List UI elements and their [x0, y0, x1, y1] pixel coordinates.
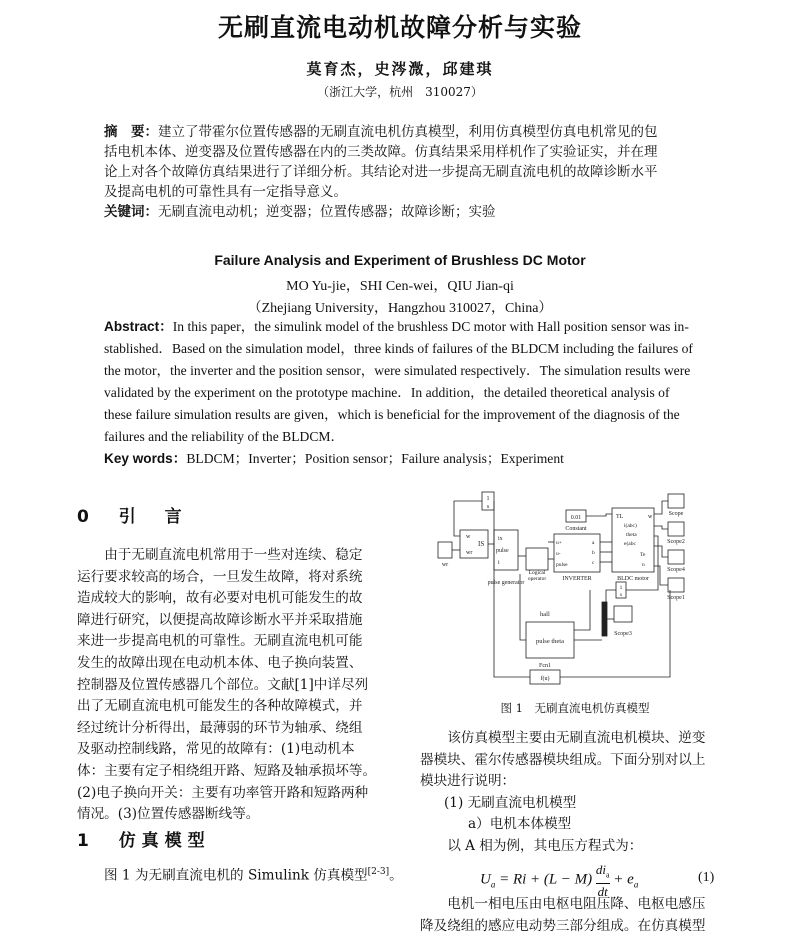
text-line: 降及绕组的感应电动势三部分组成。在仿真模型 — [420, 917, 706, 934]
block-label: c — [592, 560, 595, 566]
text-line: 情况。(3)位置传感器断线等。 — [77, 806, 260, 823]
block-label: 1 — [486, 496, 490, 502]
section-number: 1 — [77, 831, 95, 851]
eq-mid: = Ri + (L − M) — [495, 871, 593, 888]
text-line: 由于无刷直流电机常用于一些对连续、稳定 — [104, 547, 363, 563]
wire — [606, 590, 616, 602]
block-label: a — [592, 540, 595, 546]
wire — [454, 501, 482, 536]
block-label: Fcn1 — [539, 663, 551, 669]
block-label: Scope3 — [614, 631, 632, 637]
section-1-heading — [77, 826, 211, 851]
block-label: hall — [540, 611, 550, 618]
keywords-en: BLDCM；Inverter；Position sensor；Failure analysis；Experiment — [186, 451, 564, 466]
block-label: pulse — [496, 548, 509, 554]
abstract-en-label: Abstract： — [104, 319, 173, 334]
simulink-diagram — [430, 490, 700, 695]
block-label: operator — [527, 576, 547, 582]
wire — [654, 566, 668, 585]
block-label: wr — [441, 562, 449, 568]
abstract-en — [104, 316, 701, 470]
block-label: Constant — [565, 526, 587, 532]
affiliation-cn: （浙江大学，杭州 310027） — [317, 85, 483, 99]
section-title: 仿真模型 — [118, 831, 211, 851]
title-en: Failure Analysis and Experiment of Brushless DC Motor — [214, 252, 586, 268]
keywords-cn-label: 关键词： — [104, 204, 158, 220]
block-label: b — [592, 550, 595, 556]
block-label: u- — [556, 551, 561, 557]
equation-number: (1) — [698, 870, 715, 885]
text-line: 该仿真模型主要由无刷直流电机模块、逆变 — [447, 730, 706, 746]
block-label: i(abc) — [624, 523, 637, 529]
wire — [586, 514, 612, 516]
eq-den: dt — [597, 883, 608, 899]
wire — [654, 526, 668, 529]
block-label: e(abc — [624, 541, 636, 547]
scope3-block — [614, 606, 632, 622]
authors-cn: 莫育杰，史涔溦，邱建琪 — [306, 60, 494, 78]
block-label: f(u) — [540, 676, 550, 682]
eq-lhs: U — [480, 871, 491, 888]
block-label: INVERTER — [562, 576, 592, 582]
keywords-cn: 无刷直流电动机；逆变器；位置传感器；故障诊断；实验 — [158, 204, 496, 220]
mux-block — [602, 602, 607, 636]
block-label: pulse theta — [536, 638, 564, 645]
eq-sub: a — [490, 879, 496, 890]
text-line: 造成较大的影响，故有必要对电机可能发生的故 — [77, 590, 363, 607]
block-label: 1 — [619, 585, 623, 591]
section-title: 引 言 — [118, 507, 188, 527]
block-label: n — [642, 562, 645, 568]
text-line: 运行要求较高的场合，一旦发生故障，将对系统 — [77, 568, 363, 585]
text-line: 及驱动控制线路，常见的故障有：(1)电动机本 — [77, 741, 355, 758]
abstract-cn-line: 括电机本体、逆变器及位置传感器在内的三类故障。仿真结果采用样机作了实验证实，并在理 — [104, 144, 658, 160]
eq-sub: a — [633, 879, 639, 890]
list-item: a）电机本体模型 — [468, 816, 572, 833]
abstract-en-line: failures and the reliability of the BLDCM． — [104, 429, 345, 444]
block-label: 0.01 — [570, 515, 582, 521]
section-number: 0 — [77, 507, 95, 527]
abstract-en-line: validated by the experiment on the prototype machine．In addition，the detailed theoretical analysis of — [104, 385, 670, 400]
text-line: 模块进行说明： — [420, 773, 516, 790]
block-label: IS — [478, 540, 485, 548]
text-line: 电机一相电压由电枢电阻压降、电枢电感压 — [447, 896, 706, 912]
block-label: pulse generator — [487, 580, 525, 586]
abstract-en-line: stablished．Based on the simulation model，three kinds of failures of the BLDCM including the failures of — [104, 341, 693, 356]
abstract-en-line: the motor，the inverter and the position sensor，were simulated respectively．The simulation results were — [104, 363, 691, 378]
text-line: 体：主要有定子相绕组开路、短路及轴承损坏等。 — [77, 762, 377, 779]
text-line: 器模块、霍尔传感器模块组成。下面分别对以上 — [420, 751, 706, 768]
eq-num: di — [595, 862, 606, 877]
eq-tail: + e — [609, 871, 634, 888]
block-label: w — [648, 514, 653, 520]
citation: [2-3] — [367, 867, 390, 877]
section-1-text — [104, 862, 404, 887]
block-label: BLDC motor — [617, 576, 649, 582]
text-line: 发生的故障出现在电动机本体、电子换向装置、 — [77, 654, 363, 671]
wire — [494, 501, 530, 677]
text-line-end: 。 — [389, 867, 403, 884]
text-line: 出了无刷直流电机可能发生的各种故障模式，并 — [77, 698, 363, 715]
text-line: 障进行研究，以便提高故障诊断水平并采取措施 — [77, 611, 363, 628]
block-label: Te — [640, 552, 646, 558]
text-line: 控制器及位置传感器几个部位。文献[1]中详尽列 — [77, 676, 369, 693]
block-label: ix — [498, 536, 503, 542]
scope2-block — [668, 522, 684, 536]
text-line: 经过统计分析得出，最薄弱的环节为轴承、绕组 — [77, 719, 363, 736]
block-label: Scope1 — [667, 595, 685, 601]
text-line: 图 1 为无刷直流电机的 Simulink 仿真模型 — [104, 867, 368, 884]
block-label: u+ — [556, 540, 562, 546]
scope4-block — [668, 550, 684, 564]
list-item: (1) 无刷直流电机模型 — [444, 794, 577, 811]
authors-en: MO Yu-jie，SHI Cen-wei，QIU Jian-qi — [286, 279, 514, 294]
affiliation-en: （Zhejiang University，Hangzhou 310027，China） — [247, 301, 553, 316]
abstract-cn-line: 建立了带霍尔位置传感器的无刷直流电机仿真模型，利用仿真模型仿真电机常见的包 — [158, 124, 658, 140]
block-label: theta — [626, 532, 637, 538]
text-line: (2)电子换向开关：主要有功率管开路和短路两种 — [77, 784, 369, 801]
block-label: s — [619, 592, 623, 598]
abstract-cn — [104, 122, 700, 222]
block-label: Scope — [668, 511, 684, 517]
block-label: s — [486, 504, 490, 510]
wire — [654, 501, 668, 514]
block-label: Scope4 — [667, 567, 685, 573]
text-line: 以 A 相为例，其电压方程式为： — [447, 837, 643, 854]
block-label: Scope2 — [667, 539, 685, 545]
wire — [654, 546, 668, 557]
wire — [574, 590, 590, 630]
paper-title: 无刷直流电动机故障分析与实验 — [217, 13, 582, 42]
block-label: TL — [616, 514, 624, 520]
section-0-heading — [77, 502, 188, 527]
block-label: w — [466, 534, 471, 540]
logical-operator-block — [526, 548, 548, 570]
abstract-en-line: these failure simulation results are given，which is beneficial for the improvement of the diagnosis of the — [104, 407, 680, 422]
scope-block — [668, 494, 684, 508]
scope1-block — [668, 578, 684, 592]
figure-caption: 图 1 无刷直流电机仿真模型 — [500, 701, 650, 715]
abstract-cn-line: 论上对各个故障仿真结果进行了详细分析。其结论对进一步提高无刷直流电机的故障诊断水平 — [104, 164, 658, 180]
abstract-cn-label: 摘 要： — [104, 124, 158, 140]
keywords-en-label: Key words： — [104, 451, 187, 466]
abstract-en-line: In this paper，the simulink model of the brushless DC motor with Hall position sensor was in- — [172, 319, 689, 334]
text-line: 来进一步提高电机的可靠性。无刷直流电机可能 — [77, 633, 363, 650]
block-label: Logical — [528, 570, 546, 576]
abstract-cn-line: 及提高电机的可靠性具有一定指导意义。 — [104, 184, 347, 200]
right-paragraph — [420, 728, 730, 858]
block-label: i — [498, 560, 500, 566]
block-label: pulse — [556, 562, 568, 568]
intro-paragraph — [77, 545, 395, 826]
wr-source-block — [438, 542, 452, 558]
eq-sub: a — [605, 870, 610, 880]
block-label: wr — [466, 550, 473, 556]
right-paragraph-2 — [420, 894, 730, 937]
